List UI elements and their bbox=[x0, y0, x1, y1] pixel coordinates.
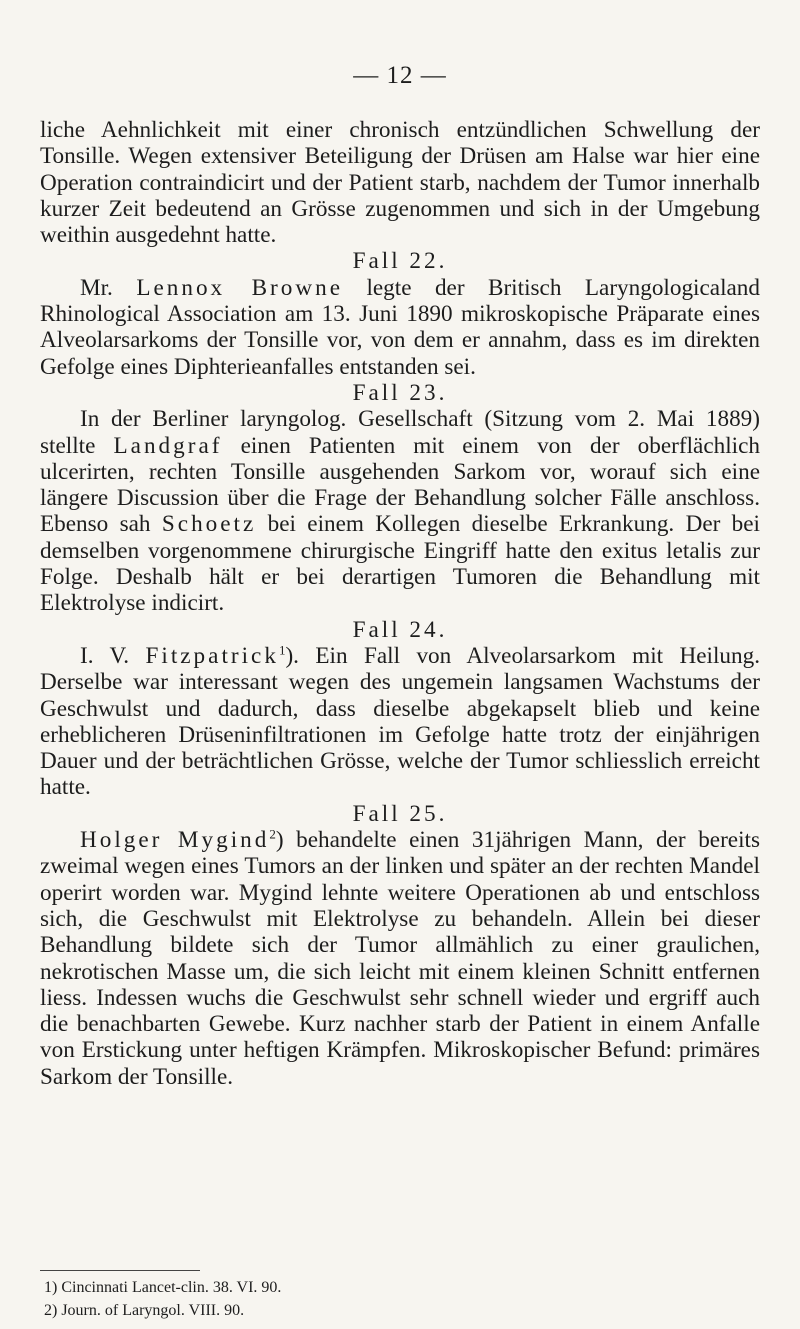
case-heading-22: Fall 22. bbox=[352, 248, 448, 275]
paragraph-case-24-text: ). Ein Fall von Alveolarsarkom mit Heilung. Derselbe war interessant wegen des ungemein langsamen Wachstums der Geschwulst und dadurch, dass dieselbe abgekapselt blieb und keine erheblicheren Drüseninfiltrationen im Gefolge hatte trotz der einjährigen Dauer und der beträchtlichen Grösse, welche der Tumor schliesslich erreicht hatte. bbox=[40, 642, 760, 801]
paragraph-case-22-text: legte der Britisch Laryngologicaland Rhinological Association am 13. Juni 1890 mikroskopische Präparate eines Alveolarsarkoms der Tonsille vor, von dem er annahm, dass es im direkten Gefolge eines Diphterieanfalles entstanden sei. bbox=[40, 274, 760, 380]
author-name-fitzpatrick: Fitzpatrick bbox=[145, 642, 279, 669]
footnotes bbox=[44, 1276, 744, 1322]
author-name-landgraf: Landgraf bbox=[113, 432, 223, 459]
paragraph-case-22 bbox=[40, 275, 760, 380]
case-heading-24: Fall 24. bbox=[352, 616, 448, 643]
author-name-browne: Lennox Browne bbox=[136, 274, 343, 301]
paragraph-case-24 bbox=[40, 643, 760, 801]
footnote-2: 2) Journ. of Laryngol. VIII. 90. bbox=[44, 1302, 245, 1319]
paragraph-case-25 bbox=[40, 827, 760, 1090]
author-name-schoetz: Schoetz bbox=[161, 511, 257, 538]
body-text bbox=[40, 117, 760, 1090]
author-name-mygind: Holger Mygind bbox=[80, 827, 270, 854]
paragraph-case-25-text: ) behandelte einen 31jährigen Mann, der bereits zweimal wegen eines Tumors an der linken und später an der rechten Mandel operirt worden war. Mygind lehnte weitere Operationen ab und entschloss sich, die Geschwulst mit Elektrolyse zu behandeln. Allein bei dieser Behandlung bildete sich der Tumor allmählich zu einer graulichen, nekrotischen Masse um, die sich leicht mit einem kleinen Schnitt entfernen liess. Indessen wuchs die Geschwulst sehr schnell wieder und ergriff auch die benachbarten Gewebe. Kurz nachher starb der Patient in einem Anfalle von Erstickung unter heftigen Krämpfen. Mikroskopischer Befund: primäres Sarkom der Tonsille. bbox=[40, 827, 760, 1090]
paragraph-continuation: liche Aehnlichkeit mit einer chronisch entzündlichen Schwellung der Tonsille. Wegen extensiver Beteiligung der Drüsen am Halse war hier eine Operation contraindicirt und der Patient starb, nachdem der Tumor innerhalb kurzer Zeit bedeutend an Grösse zugenommen und sich in der Umgebung weithin ausgedehnt hatte. bbox=[40, 117, 760, 249]
author-initials: I. V. bbox=[80, 642, 146, 669]
footnote-marker-2: 2 bbox=[269, 826, 276, 842]
paragraph-case-23-part-a: In der Berliner laryngolog. Gesellschaft (Sitzung vom 2. Mai 1889) stellte bbox=[40, 406, 760, 459]
case-heading-23: Fall 23. bbox=[352, 379, 448, 406]
footnote-marker-1: 1 bbox=[278, 642, 286, 658]
paragraph-case-23-part-b: einen Patienten mit einem von der oberflächlich ulcerirten, rechten Tonsille ausgehenden Sarkom vor, worauf sich eine längere Discussion über die Frage der Behandlung solcher Fälle anschloss. Ebenso sah bbox=[40, 432, 760, 538]
footnote-1: 1) Cincinnati Lancet-clin. 38. VI. 90. bbox=[44, 1279, 282, 1296]
case-heading-25: Fall 25. bbox=[352, 800, 448, 827]
footnote-divider bbox=[40, 1270, 200, 1271]
paragraph-case-23 bbox=[40, 406, 760, 616]
page-number: — 12 — bbox=[353, 62, 447, 89]
title-prefix: Mr. bbox=[80, 274, 137, 301]
paragraph-case-23-part-c: bei einem Kollegen dieselbe Erkrankung. Der bei demselben vorgenommene chirurgische Eingriff hatte den exitus letalis zur Folge. Deshalb hält er bei derartigen Tumoren die Behandlung mit Elektrolyse indicirt. bbox=[40, 511, 761, 617]
